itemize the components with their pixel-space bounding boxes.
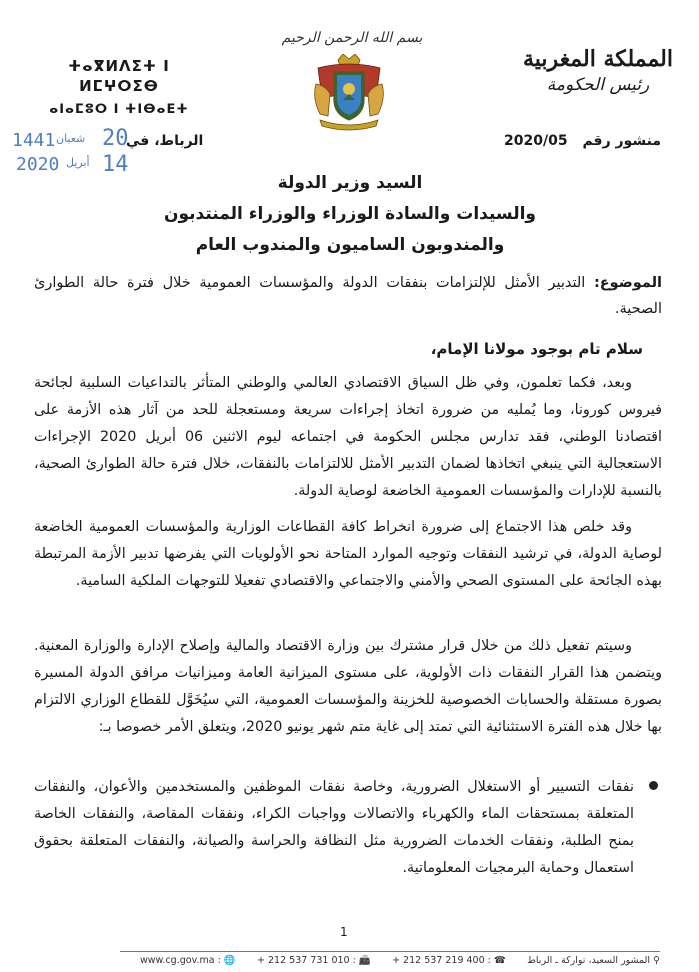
royal-coat-of-arms-icon xyxy=(310,54,388,134)
footer-address xyxy=(527,955,660,966)
footer-website xyxy=(140,955,236,966)
addressees xyxy=(150,168,550,261)
kingdom-name: المملكة المغربية xyxy=(523,46,673,72)
head-of-government-title: رئيس الحكومة xyxy=(546,75,650,95)
subject-label: الموضوع: xyxy=(593,275,662,291)
fax-icon: 📠 xyxy=(358,955,371,966)
bullet-list xyxy=(34,774,662,882)
addressee-line: والسيدات والسادة الوزراء والوزراء المنتدبون xyxy=(164,204,536,224)
location-pin-icon: ⚲ xyxy=(653,955,660,966)
subject xyxy=(34,270,662,322)
gregorian-month: أبريل xyxy=(66,156,90,169)
footer-divider xyxy=(120,951,660,952)
tifinagh-head-of-government: ⴰⵏⴰⵎⵓⵔ ⵏ ⵜⵏⴱⴰⴹⵜ xyxy=(49,102,189,117)
paragraph: وسيتم تفعيل ذلك من خلال قرار مشترك بين وزارة الاقتصاد والمالية وإصلاح الإدارة والوزارة المعنية. ويتضمن هذا القرار النفقات ذات الأولوية، على مستوى الميزانية العامة وميزانيات مرافق الدولة المسيرة بصورة مستقلة والحسابات الخصوصية للخزينة والمؤسسات العمومية، التي سيُخَوَّل للقطاع الوزاري الالتزام بها خلال هذه الفترة الاستثنائية التي تمتد إلى غاية متم شهر يونيو 2020، ويتعلق الأمر خصوصا بـ: xyxy=(34,638,662,735)
header-tifinagh xyxy=(44,56,194,120)
paragraph: وبعد، فكما تعلمون، وفي ظل السياق الاقتصادي العالمي والوطني المتأثر بالتداعيات السلبية لجائحة فيروس كورونا، وما يُمليه من ضرورة اتخاذ إجراءات سريعة ومستعجلة للحد من آثار هذه الأزمة على اقتصادنا الوطني، فقد تدارس مجلس الحكومة في اجتماعه ليوم الاثنين 06 أبريل 2020 الإجراءات الاستعجالية التي ينبغي اتخاذها لضمان التدبير الأمثل للالتزامات بالنفقات، خلال فترة حالة الطوارئ الصحية، بالنسبة للإدارات والمؤسسات العمومية الخاضعة لوصاية الدولة. xyxy=(34,375,662,499)
hijri-year: 1441 xyxy=(12,130,56,151)
list-item xyxy=(34,774,634,882)
footer-fax xyxy=(257,955,371,966)
list-item-text: نفقات التسيير أو الاستغلال الضرورية، وخاصة نفقات الموظفين والمستخدمين والأعوان، والنفقات المتعلقة بمستحقات الماء والكهرباء والاتصالات وواجبات الكراء، ونفقات المقاصة، والنفقات الخاصة بمنح الطلبة، ونفقات الخدمات الضرورية مثل النظافة والحراسة والصيانة، والنفقات المتعلقة بحقوق استعمال وحماية البرمجيات المعلوماتية. xyxy=(34,779,634,876)
place-label: الرباط، في xyxy=(126,133,204,149)
subject-text: التدبير الأمثل للإلتزامات بنفقات الدولة والمؤسسات العمومية خلال فترة حالة الطوارئ الصحية. xyxy=(34,275,662,317)
circular-label: منشور رقم xyxy=(582,133,661,149)
footer-address-text: المشور السعيد، تواركة ـ الرباط xyxy=(527,955,650,966)
date-stamp xyxy=(10,126,129,180)
circular-number: 2020/05 xyxy=(504,133,568,149)
hijri-month: شعبان xyxy=(56,132,86,145)
footer-phone-text: + 212 537 219 400 : xyxy=(392,955,491,966)
gregorian-year: 2020 xyxy=(16,154,60,175)
phone-icon: ☎ xyxy=(493,955,506,966)
page-number: 1 xyxy=(340,925,348,939)
greeting: سلام تام بوجود مولانا الإمام، xyxy=(430,340,643,358)
addressee-line: والمندوبون الساميون والمندوب العام xyxy=(195,235,505,255)
footer xyxy=(140,955,660,966)
globe-icon: 🌐 xyxy=(223,955,236,966)
addressee-line: السيد وزير الدولة xyxy=(277,173,423,193)
footer-phone xyxy=(392,955,506,966)
gregorian-day: 14 xyxy=(102,152,129,177)
hijri-day: 20 xyxy=(102,126,129,151)
circular-reference xyxy=(504,133,661,149)
basmala: بسم الله الرحمن الرحيم xyxy=(281,30,423,46)
header-arabic xyxy=(523,46,673,96)
bullet-icon xyxy=(649,781,658,790)
tifinagh-kingdom: ⵜⴰⴳⵍⴷⵉⵜ ⵏ ⵍⵎⵖⵔⵉⴱ xyxy=(68,57,170,95)
paragraph: وقد خلص هذا الاجتماع إلى ضرورة انخراط كافة القطاعات الوزارية والمؤسسات العمومية الخاضعة لوصاية الدولة، في ترشيد النفقات وتوجيه الموارد المتاحة نحو الأولويات التي يفرضها تدبير الأزمة المرتبطة بهذه الجائحة على المستوى الصحي والأمني والاجتماعي والاقتصادي تفعيلا للتوجهات الملكية السامية. xyxy=(34,519,662,589)
footer-website-text: www.cg.gov.ma : xyxy=(140,955,221,966)
footer-fax-text: + 212 537 731 010 : xyxy=(257,955,356,966)
